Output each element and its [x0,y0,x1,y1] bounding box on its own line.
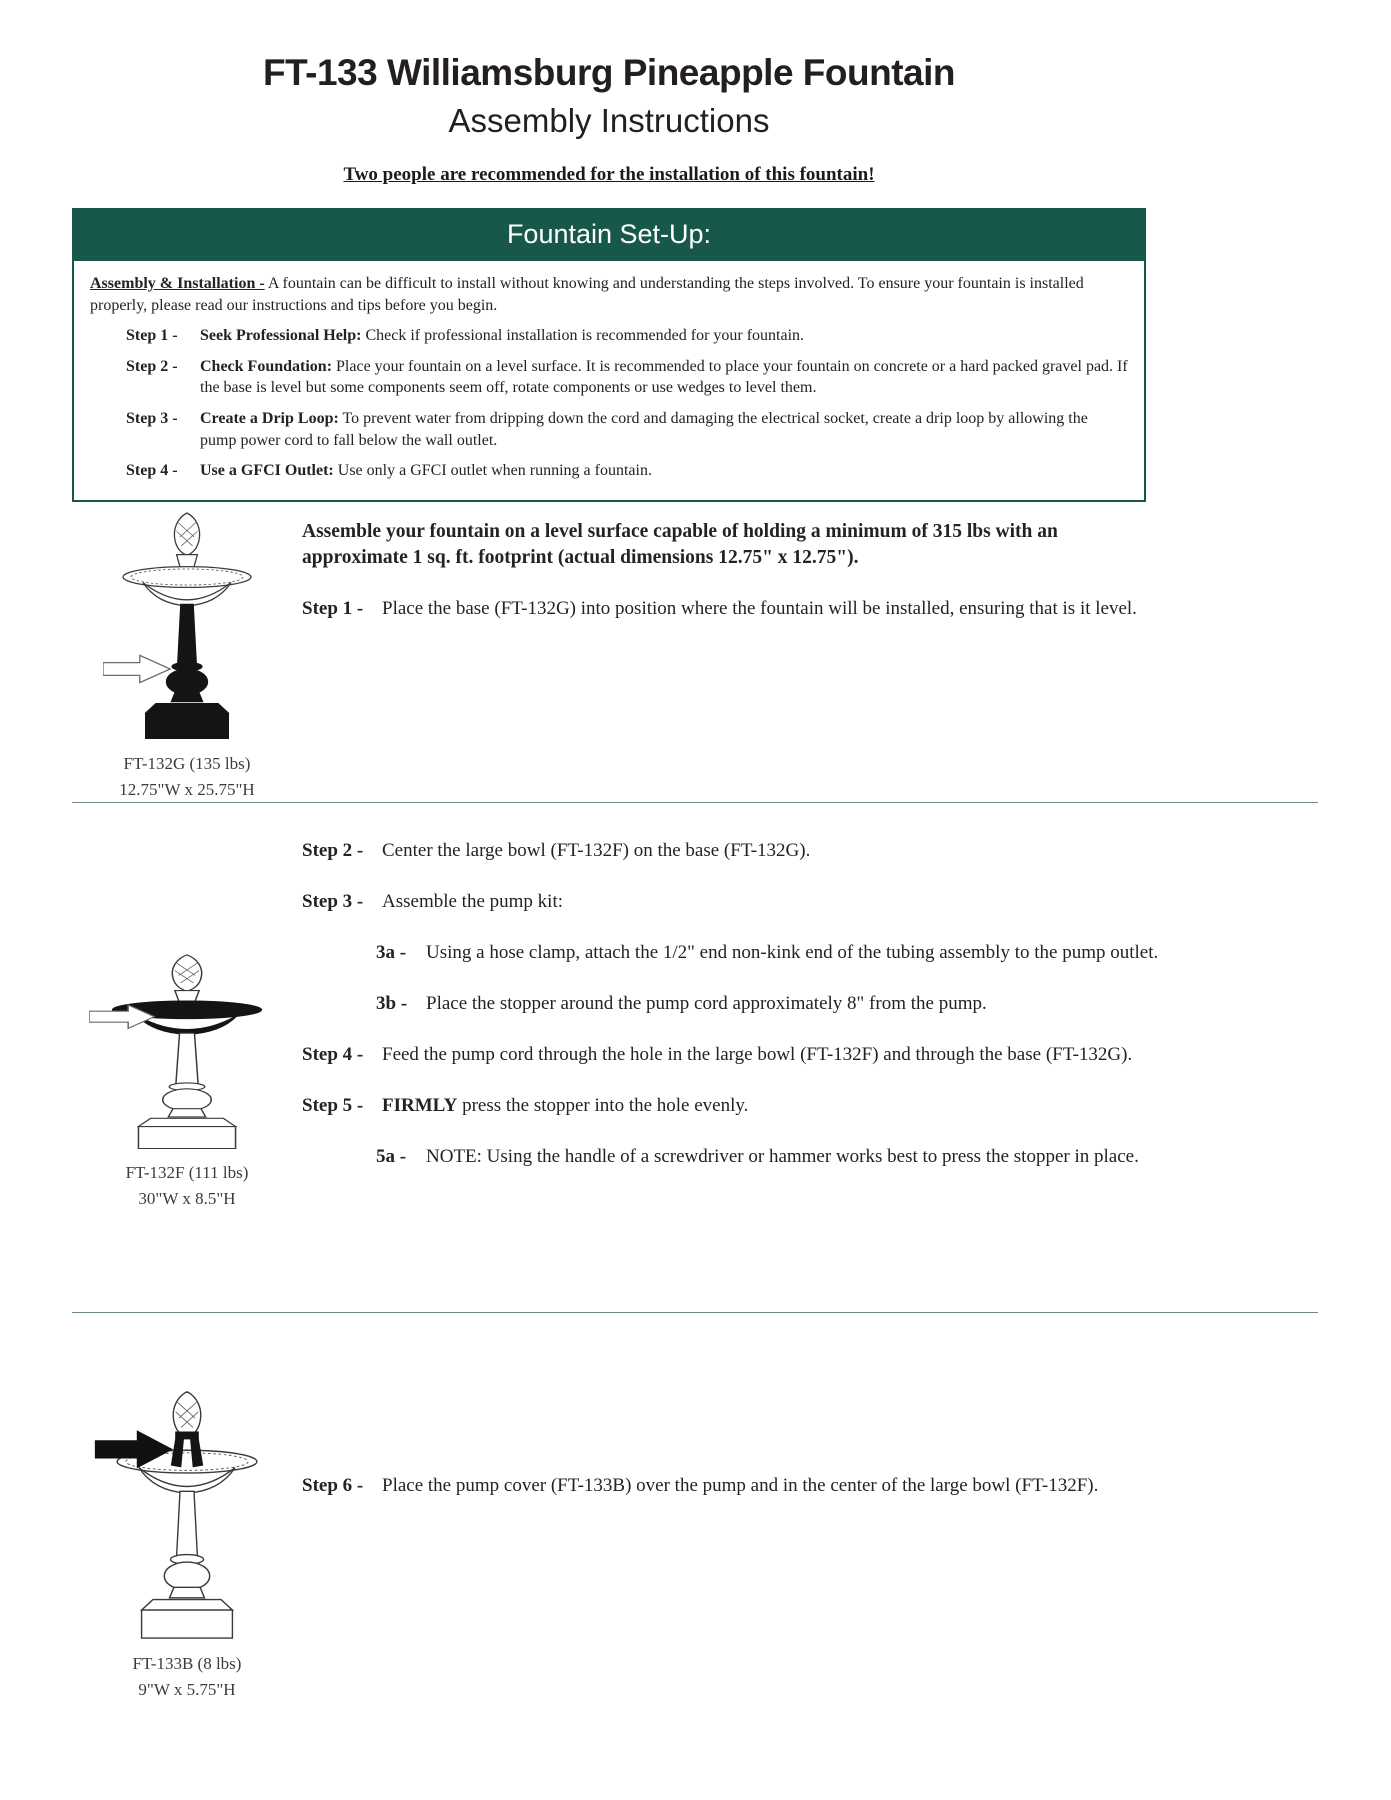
setup-step-text: Use only a GFCI outlet when running a fountain. [337,462,652,480]
fountain-base-illustration [103,505,271,745]
section1-text [302,505,1168,802]
step-text: Feed the pump cord through the hole in the large bowl (FT-132F) and through the base (FT-132G). [382,1044,1133,1066]
step-row [302,1473,1168,1498]
section3-text [302,1383,1168,1702]
substep-text: NOTE: Using the handle of a screwdriver or hammer works best to press the stopper in place. [426,1146,1139,1168]
section-divider [72,802,1318,803]
setup-intro-label: Assembly & Installation - [90,275,265,292]
figure-caption-line1: FT-133B (8 lbs) [132,1654,242,1673]
setup-step-label: Step 2 - [126,357,178,375]
setup-step-body [200,356,1128,399]
section-step6-pump-cover [72,1383,1184,1702]
setup-banner-title: Fountain Set-Up: [74,210,1144,261]
setup-step-label: Step 4 - [126,462,178,480]
substep-row [376,991,1168,1016]
setup-step-2 [126,356,1128,399]
figure-caption [72,751,302,802]
step-text: Place the pump cover (FT-133B) over the pump and in the center of the large bowl (FT-132F). [382,1475,1099,1496]
substep-text: Place the stopper around the pump cord approximately 8" from the pump. [426,993,987,1015]
figure-ft-133b [72,1383,302,1702]
setup-box [72,208,1146,502]
step-label: Step 6 - [302,1475,364,1496]
setup-step-label: Step 1 - [126,327,178,345]
setup-step-lead: Seek Professional Help: [200,327,362,345]
figure-ft-132f [72,838,302,1211]
setup-intro-text: A fountain can be difficult to install without knowing and understanding the steps involved. To ensure your fountain is installed properly, please read our instructions and tips before you begin. [90,275,1084,314]
page-title: FT-133 Williamsburg Pineapple Fountain [263,52,955,93]
step-emphasis: FIRMLY [382,1095,458,1117]
substep-row [376,1144,1168,1169]
setup-step-lead: Check Foundation: [200,357,333,375]
step-label: Step 2 - [302,840,364,861]
figure-caption-line1: FT-132G (135 lbs) [123,754,251,773]
figure-caption [72,1651,302,1702]
setup-intro [90,273,1128,316]
step-text: Place the base (FT-132G) into position where the fountain will be installed, ensuring that is it level. [382,598,1137,620]
figure-caption-line2: 12.75"W x 25.75"H [119,779,255,799]
substep-label: 3a - [376,942,407,964]
setup-body [74,261,1144,500]
doc-header [72,52,1146,186]
fountain-pump-cover-illustration [94,1383,280,1645]
section-step1-base [72,505,1184,802]
setup-step-body [200,460,1128,482]
figure-caption [72,1160,302,1211]
step-text: Center the large bowl (FT-132F) on the base (FT-132G). [382,840,811,861]
step-row [302,596,1168,621]
figure-caption-line2: 9"W x 5.75"H [138,1679,236,1699]
setup-step-4 [126,460,1128,482]
substep-label: 3b - [376,993,408,1015]
step-label: Step 3 - [302,891,364,913]
figure-caption-line2: 30"W x 8.5"H [138,1188,236,1208]
substep-label: 5a - [376,1146,407,1168]
step-row [302,838,1168,863]
setup-step-body [200,408,1128,451]
step-text: FIRMLY press the stopper into the hole evenly. [382,1095,749,1117]
setup-step-body [200,325,1128,347]
substep-text: Using a hose clamp, attach the 1/2" end non-kink end of the tubing assembly to the pump outlet. [426,942,1159,964]
setup-step-label: Step 3 - [126,409,178,427]
section-divider [72,1312,1318,1313]
substep-row [376,940,1168,965]
setup-step-1 [126,325,1128,347]
figure-ft-132g [72,505,302,802]
surface-requirement-note: Assemble your fountain on a level surface capable of holding a minimum of 315 lbs with an approximate 1 sq. ft. footprint (actual dimensions 12.75" x 12.75"). [302,521,1058,568]
step-label: Step 4 - [302,1044,364,1066]
step-row [302,889,1168,914]
arrow-icon [103,655,170,682]
section2-text [302,838,1168,1211]
step-row [302,1093,1168,1118]
step-label: Step 5 - [302,1095,364,1117]
section-steps2-5-bowl-pump [72,838,1184,1211]
fountain-bowl-illustration [89,948,285,1154]
step-row [302,1042,1168,1067]
setup-step-3 [126,408,1128,451]
two-people-notice: Two people are recommended for the installation of this fountain! [343,164,875,185]
step-label: Step 1 - [302,598,364,620]
setup-step-text: To prevent water from dripping down the cord and damaging the electrical socket, create a drip loop by allowing the pump power cord to fall below the wall outlet. [200,409,1088,449]
setup-step-lead: Create a Drip Loop: [200,409,339,427]
setup-step-lead: Use a GFCI Outlet: [200,462,334,480]
step-text: Assemble the pump kit: [382,891,564,913]
page-subtitle: Assembly Instructions [448,102,770,139]
setup-step-text: Place your fountain on a level surface. It is recommended to place your fountain on concrete or a hard packed gravel pad. If the base is level but some components seem off, rotate components or use wedges to level them. [200,357,1128,397]
figure-caption-line1: FT-132F (111 lbs) [125,1163,249,1182]
setup-step-text: Check if professional installation is recommended for your fountain. [365,327,805,345]
